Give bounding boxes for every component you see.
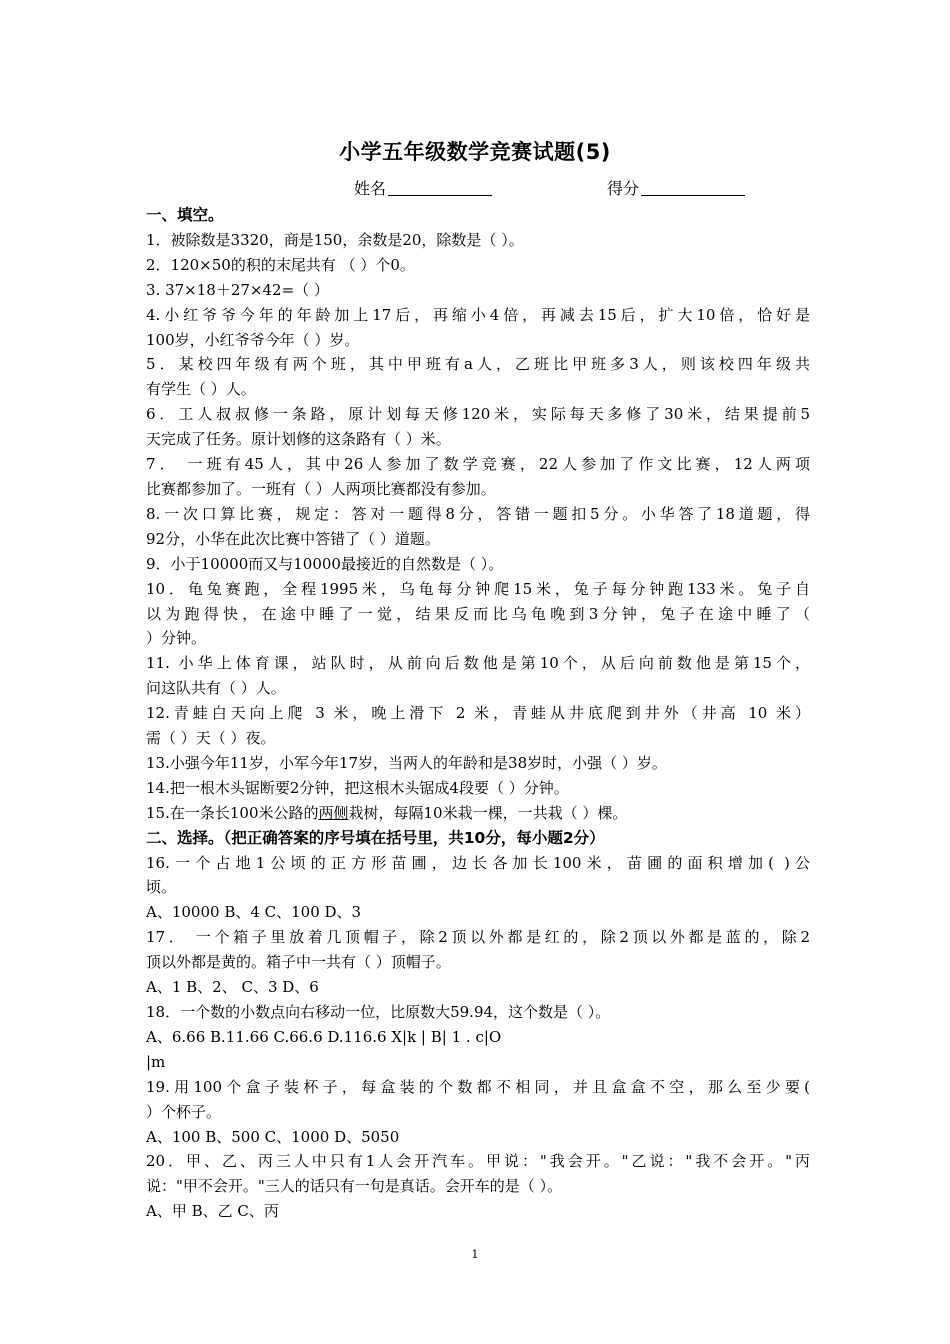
option-line: A、100 B、500 C、1000 D、5050 [146,1127,400,1146]
question-line: 12.青蛙白天向上爬 3 米，晚上滑下 2 米，青蛙从井底爬到井外（井高 10 米） [146,704,810,723]
question-line: 比赛都参加了。一班有（ ）人两项比赛都没有参加。 [146,479,496,498]
question-body [146,203,810,1224]
question-line: 100岁，小红爷爷今年（ ）岁。 [146,330,360,349]
question-text: 15.在一条长100米公路的 [146,803,319,822]
question-line: 19.用100个盒子装杯子，每盒装的个数都不相同，并且盒盒不空，那么至少要( [146,1077,810,1096]
question-line: 17． 一个箱子里放着几顶帽子，除2顶以外都是红的，除2顶以外都是蓝的，除2 [146,928,810,947]
question-line: 20．甲、乙、丙三人中只有1人会开汽车。甲说："我会开。"乙说："我不会开。"丙 [146,1152,810,1171]
option-line: A、1 B、2、 C、3 D、6 [146,978,319,997]
question-line: 有学生（ ）人。 [146,380,256,399]
section-heading-fill: 一、填空。 [146,206,224,224]
question-line: 说："甲不会开。"三人的话只有一句是真话。会开车的是（ ）。 [146,1177,563,1196]
section-heading-choice: 二、选择。（把正确答案的序号填在括号里，共10分，每小题2分） [146,828,605,847]
name-field [354,176,492,199]
question-line: 92分，小华在此次比赛中答错了（ ）道题。 [146,529,440,548]
question-line: 9．小于10000而又与10000最接近的自然数是（ ）。 [146,554,504,573]
underlined-word: 两侧 [318,803,349,822]
question-line: 5．某校四年级有两个班，其中甲班有a人，乙班比甲班多3人，则该校四年级共 [146,355,810,374]
page-number: 1 [471,1248,479,1261]
question-line [146,801,810,826]
question-line: 以为跑得快，在途中睡了一觉，结果反而比乌龟晚到3分钟，兔子在途中睡了（ [146,604,810,623]
name-label: 姓名 [354,179,387,198]
question-line: 10．龟兔赛跑，全程1995米，乌龟每分钟爬15米，兔子每分钟跑133米。兔子自 [146,579,810,598]
question-line: 14.把一根木头锯断要2分钟，把这根木头锯成4段要（ ）分钟。 [146,778,569,797]
question-line: 11. 小华上体育课，站队时，从前向后数他是第10个，从后向前数他是第15个， [146,654,810,673]
question-line: 6．工人叔叔修一条路，原计划每天修120米，实际每天多修了30米，结果提前5 [146,405,810,424]
score-blank[interactable] [641,179,745,196]
question-line: ）分钟。 [146,629,207,648]
option-line: A、甲 B、乙 C、丙 [146,1202,279,1221]
score-field [607,176,745,199]
question-text: 栽树，每隔10米栽一棵，一共栽（ ）棵。 [348,803,628,822]
question-line: 7． 一班有45人，其中26人参加了数学竞赛，22人参加了作文比赛，12人两项 [146,455,810,474]
question-line: 13.小强今年11岁，小军今年17岁，当两人的年龄和是38岁时，小强（ ）岁。 [146,753,667,772]
question-line: 天完成了任务。原计划修的这条路有（ ）米。 [146,430,451,449]
page-title: 小学五年级数学竞赛试题(5) [339,140,611,164]
question-line: 3. 37×18＋27×42=（ ） [146,280,329,299]
option-line: A、10000 B、4 C、100 D、3 [146,903,362,922]
question-line: 18．一个数的小数点向右移动一位，比原数大59.94，这个数是（ ）。 [146,1003,611,1021]
question-line: 1．被除数是3320，商是150，余数是20，除数是（ ）。 [146,230,524,249]
score-label: 得分 [607,179,640,198]
question-line: 顷。 [146,878,177,897]
name-blank[interactable] [388,179,492,196]
question-line: 16.一个占地1公顷的正方形苗圃，边长各加长100米，苗圃的面积增加( )公 [146,853,810,872]
question-line: 需（ ）天（ ）夜。 [146,729,276,748]
question-line: ）个杯子。 [146,1102,222,1121]
question-line: 2．120×50的积的末尾共有 （ ）个0。 [146,255,415,274]
option-line: |m [146,1052,166,1071]
question-line: 顶以外都是黄的。箱子中一共有（ ）顶帽子。 [146,953,451,972]
question-line: 8.一次口算比赛，规定：答对一题得8分，答错一题扣5分。小华答了18道题，得 [146,504,810,523]
question-line: 问这队共有（ ）人。 [146,679,286,698]
question-line: 4.小红爷爷今年的年龄加上17后，再缩小4倍，再减去15后，扩大10倍，恰好是 [146,305,810,324]
option-line: A、6.66 B.11.66 C.66.6 D.116.6 X|k | B| 1 . c|O [146,1027,502,1046]
